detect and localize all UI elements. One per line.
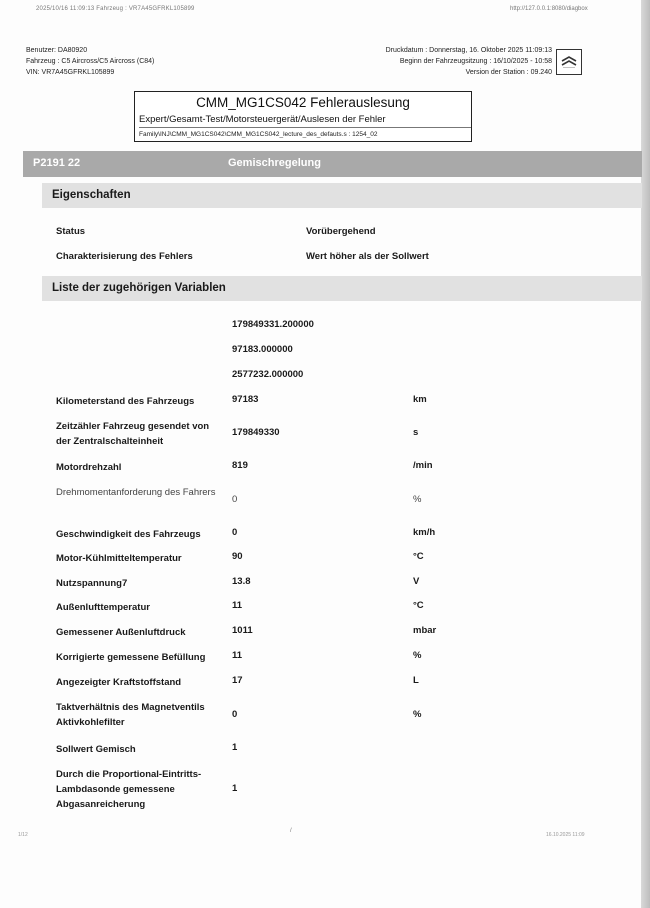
variable-value: 0 [232, 709, 238, 720]
characterization-value: Wert höher als der Sollwert [306, 251, 429, 262]
variable-value: 97183.000000 [232, 344, 293, 355]
scan-footer-left: 1/12 [18, 832, 28, 838]
scan-header-right: http://127.0.0.1:8080/diagbox [510, 6, 588, 12]
variable-value: 179849331.200000 [232, 319, 314, 330]
scan-footer-right: 16.10.2025 11:09 [546, 832, 585, 838]
variable-label: Sollwert Gemisch [56, 744, 136, 755]
report-title: CMM_MG1CS042 Fehlerauslesung [196, 95, 410, 110]
variable-value: 90 [232, 551, 243, 562]
variable-unit: V [413, 576, 420, 587]
variable-unit: % [413, 709, 422, 720]
variable-label: Motor-Kühlmitteltemperatur [56, 553, 182, 564]
station-version: Version der Station : 09.240 [465, 69, 552, 76]
variable-label: Gemessener Außenluftdruck [56, 627, 186, 638]
variable-value: 97183 [232, 394, 259, 405]
session-info [26, 45, 154, 78]
report-subtitle: Expert/Gesamt-Test/Motorsteuergerät/Auslesen der Fehler [139, 114, 386, 125]
variable-unit: mbar [413, 625, 437, 636]
status-label: Status [56, 226, 86, 237]
variable-unit: s [413, 427, 419, 438]
report-title-box [134, 91, 472, 142]
variable-label: Korrigierte gemessene Befüllung [56, 652, 206, 663]
scan-header-left: 2025/10/16 11:09:13 Fahrzeug : VR7A45GFRKL105899 [36, 6, 195, 12]
variable-label: Taktverhältnis des Magnetventils Aktivkohlefilter [56, 702, 205, 728]
print-date: Druckdatum : Donnerstag, 16. Oktober 2025 11:09:13 [385, 47, 552, 54]
user-id: Benutzer: DA80920 [26, 47, 88, 54]
variable-unit: °C [413, 600, 424, 611]
variable-unit: /min [413, 460, 433, 471]
variable-unit: % [413, 494, 422, 505]
section-properties [42, 183, 642, 208]
brand-logo-icon [556, 49, 582, 75]
variable-value: 1 [232, 783, 238, 794]
status-value: Vorübergehend [306, 226, 376, 237]
section-variables [42, 276, 642, 301]
variable-label: Angezeigter Kraftstoffstand [56, 677, 182, 688]
variable-value: 0 [232, 527, 238, 538]
variable-value: 819 [232, 460, 248, 471]
scan-footer-mark: / [290, 828, 292, 834]
variable-label: Nutzspannung7 [56, 578, 128, 589]
report-script-path: Family\INJ\CMM_MG1CS042\CMM_MG1CS042_lecture_des_defauts.s : 1254_02 [139, 127, 471, 142]
fault-name: Gemischregelung [228, 157, 321, 169]
characterization-label: Charakterisierung des Fehlers [56, 251, 193, 262]
vehicle-model: Fahrzeug : C5 Aircross/C5 Aircross (C84) [26, 58, 155, 65]
variable-label: Geschwindigkeit des Fahrzeugs [56, 529, 201, 540]
variable-label: Drehmomentanforderung des Fahrers [56, 487, 216, 498]
variable-value: 11 [232, 600, 243, 611]
variable-value: 13.8 [232, 576, 251, 587]
vin-number: VIN: VR7A45GFRKL105899 [26, 69, 115, 76]
fault-code: P2191 22 [33, 157, 81, 169]
variable-value: 2577232.000000 [232, 369, 304, 380]
section-variables-title: Liste der zugehörigen Variablen [52, 282, 226, 294]
variable-unit: km [413, 394, 427, 405]
variable-value: 1 [232, 742, 238, 753]
variable-label: Kilometerstand des Fahrzeugs [56, 396, 195, 407]
variable-value: 179849330 [232, 427, 280, 438]
variable-value: 1011 [232, 625, 253, 636]
variable-unit: L [413, 675, 419, 686]
variable-label: Durch die Proportional-Eintritts-Lambdasonde gemessene Abgasanreicherung [56, 769, 202, 810]
variable-value: 0 [232, 494, 238, 505]
scan-edge [641, 0, 650, 908]
variable-unit: °C [413, 551, 424, 562]
variable-label: Außenlufttemperatur [56, 602, 150, 613]
section-properties-title: Eigenschaften [52, 189, 131, 201]
variable-unit: % [413, 650, 422, 661]
print-info [386, 45, 552, 78]
variable-label: Motordrehzahl [56, 462, 122, 473]
variable-label: Zeitzähler Fahrzeug gesendet von der Zentralschalteinheit [56, 421, 210, 447]
variable-value: 11 [232, 650, 243, 661]
variable-value: 17 [232, 675, 243, 686]
session-start: Beginn der Fahrzeugsitzung : 16/10/2025 - 10:58 [399, 58, 552, 65]
variable-unit: km/h [413, 527, 436, 538]
fault-band [23, 151, 642, 177]
